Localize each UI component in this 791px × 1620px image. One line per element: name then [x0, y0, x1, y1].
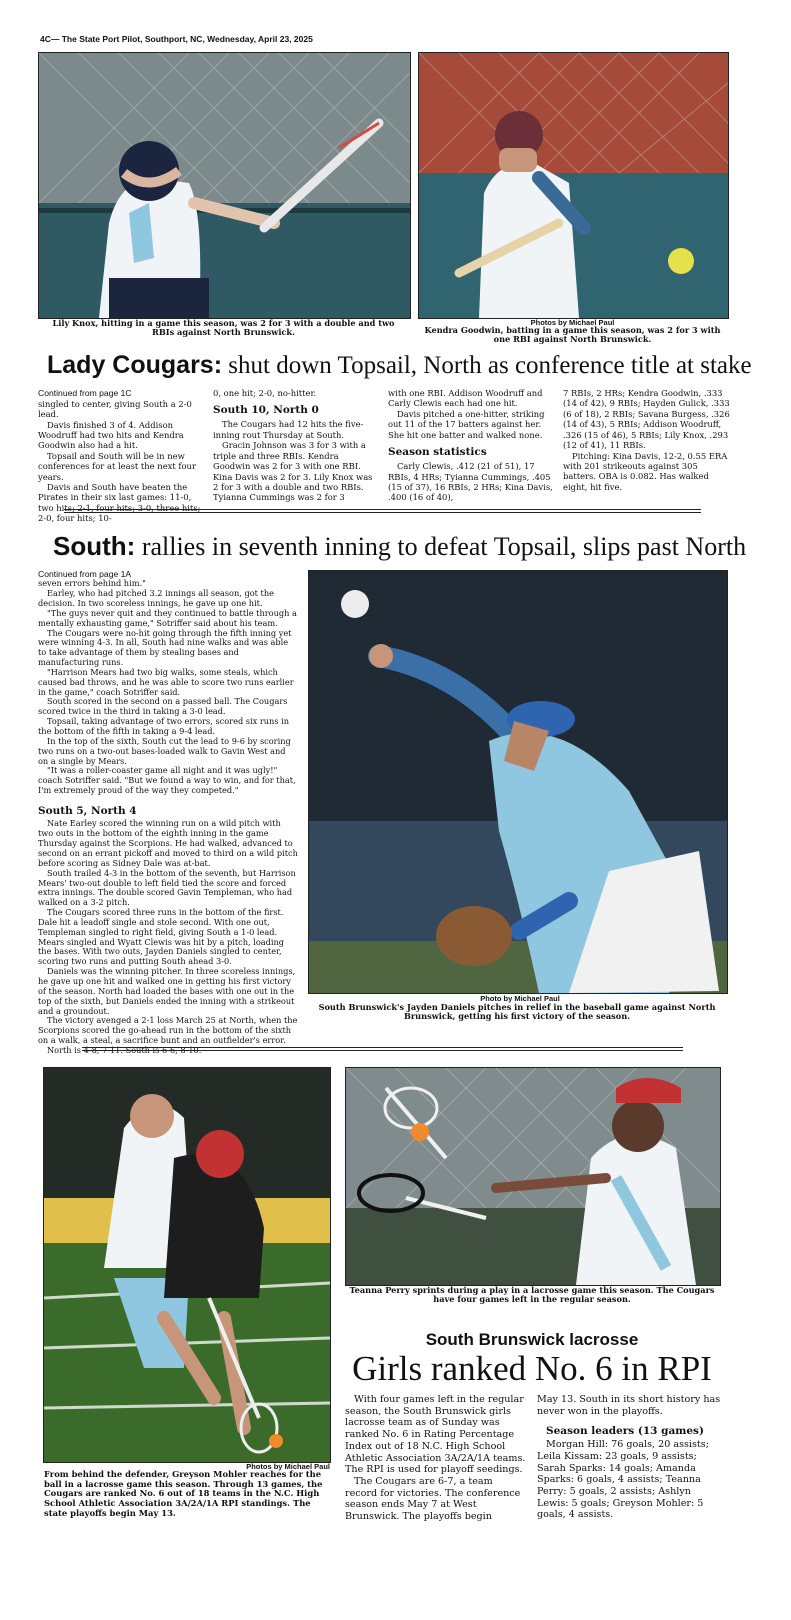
- paragraph: The Cougars had 12 hits the five-inning rout Thursday at South.: [213, 419, 364, 440]
- photo-caption-kendra-goodwin: Kendra Goodwin, batting in a game this season, was 2 for 3 with one RBI against North Brunswick.: [424, 325, 721, 345]
- section-divider: [82, 1047, 683, 1051]
- paragraph: Davis pitched a one-hitter, striking out 11 of the 17 batters against her. She hit one batter and walked none.: [388, 408, 545, 440]
- headline-kicker: Lady Cougars:: [47, 351, 223, 379]
- story1-col3: [388, 388, 553, 508]
- photo-caption-greyson-mohler: From behind the defender, Greyson Mohler reaches for the ball in a lacrosse game this season. Through 13 games, the Cougars are ranked No. 6 out of 18 teams in the N.C. High School Athletic Association 3A/2A/1A RPI standings. The state playoffs begin May 13.: [44, 1469, 323, 1518]
- story2-text: [38, 569, 298, 1055]
- photo-kendra-goodwin: [418, 52, 729, 319]
- lacrosse-col1: [345, 1394, 527, 1523]
- paragraph: The Cougars scored three runs in the bottom of the first. Dale hit a leadoff single and stole second. With one out, Templeman singled to right field, giving South a 1-0 lead. Mears singled and Wyatt Clewis was hit by a pitch, loading the bases. With two outs, Jayden Daniels singled to center, scoring two runs and putting South ahead 3-0.: [38, 907, 285, 967]
- paragraph: The Cougars are 6-7, a team record for victories. The conference season ends May 7 at West Brunswick. The playoffs begin: [345, 1475, 521, 1523]
- headline-lady-cougars: [47, 351, 752, 380]
- section-divider: [64, 509, 701, 513]
- photo-credit: Photos by Michael Paul: [246, 1462, 330, 1471]
- photo-caption-lily-knox: Lily Knox, hitting in a game this season, was 2 for 3 with a double and two RBIs against North Brunswick.: [52, 318, 395, 338]
- photo-jayden-daniels: [308, 570, 728, 994]
- paragraph: Morgan Hill: 76 goals, 20 assists; Leila Kissam: 23 goals, 9 assists; Sarah Sparks: 14 goals; Amanda Sparks: 6 goals, 4 assists; Teanna Perry: 5 goals, 2 assists; Ashlyn Lewis: 5 goals; Greyson Mohler: 5 goals, 4 assists.: [537, 1439, 709, 1521]
- paragraph: In the top of the sixth, South cut the lead to 9-6 by scoring two runs on a two-out bases-loaded walk to Gavin West and on a single by Mears.: [38, 735, 291, 766]
- photo-caption-teanna-perry: Teanna Perry sprints during a play in a lacrosse game this season. The Cougars have four games left in the regular season.: [349, 1285, 715, 1305]
- paragraph: May 13. South in its short history has never won in the playoffs.: [537, 1394, 721, 1417]
- paragraph: South scored in the second on a passed ball. The Cougars scored twice in the third in taking a 3-0 lead.: [38, 696, 288, 717]
- paragraph: seven errors behind him.": [38, 578, 146, 589]
- paragraph: Pitching: Kina Davis, 12-2, 0.55 ERA with 201 strikeouts against 305 batters. OBA is 0.082. Has walked eight, hit five.: [563, 450, 728, 492]
- story1-col2: [213, 388, 378, 508]
- story1-col4: [563, 388, 731, 508]
- photo-lily-knox: [38, 52, 411, 319]
- paragraph: North is 4-8, 7-11. South is 6-6, 8-10.: [47, 1044, 202, 1055]
- headline-south: [53, 531, 746, 562]
- paragraph: with one RBI. Addison Woodruff and Carly Clewis each had one hit.: [388, 388, 543, 409]
- subhead: Season leaders (13 games): [546, 1425, 704, 1438]
- paragraph: Carly Clewis, .412 (21 of 51), 17 RBIs, 4 HRs; Tyianna Cummings, .405 (15 of 37), 16 RBIs, 2 HRs; Kina Davis, .400 (16 of 40),: [388, 461, 553, 503]
- paragraph: South trailed 4-3 in the bottom of the seventh, but Harrison Mears' two-out double to left field tied the score and forced extra innings. The double scored Gavin Templeman, who had walked on a 3-2 pitch.: [38, 867, 296, 908]
- photo-greyson-mohler: [43, 1067, 331, 1463]
- paragraph: Earley, who had pitched 3.2 innings all season, got the decision. In two scoreless innings, he gave up one hit.: [38, 588, 274, 608]
- paragraph: 0, one hit; 2-0, no-hitter.: [213, 388, 317, 398]
- paragraph: With four games left in the regular season, the South Brunswick girls lacrosse team as of Sunday was ranked No. 6 in Rating Percentage Index out of 18 N.C. High School Athletic Association 3A/2A/1A teams. The RPI is used for playoff seedings.: [345, 1394, 526, 1476]
- photo-caption-jayden-daniels: South Brunswick's Jayden Daniels pitches in relief in the baseball game against North Brunswick, getting his first victory of the season.: [318, 1002, 716, 1022]
- paragraph: Daniels was the winning pitcher. In three scoreless innings, he gave up one hit and walked one in getting his first victory of the season. North had loaded the bases with one out in the top of the sixth, but Daniels ended the inning with a strikeout and a groundout.: [38, 966, 296, 1016]
- paragraph: Nate Earley scored the winning run on a wild pitch with two outs in the bottom of the eighth inning in the game Thursday against the Scorpions. He had walked, advanced to second on an errant pickoff and moved to third on a wild pitch before scoring as Sidney Dale was at-bat.: [38, 818, 298, 868]
- paragraph: "It was a roller-coaster game all night and it was ugly!" coach Sotriffer said. "But we found a way to win, and for that, I'm extremely proud of the way they competed.": [38, 765, 296, 796]
- photo-teanna-perry: [345, 1067, 721, 1286]
- lacrosse-col2: [537, 1394, 721, 1521]
- lacrosse-headline: Girls ranked No. 6 in RPI: [352, 1349, 712, 1388]
- paragraph: The Cougars were no-hit going through the fifth inning yet were winning 4-3. In all, South had nine walks and was able to take advantage of them by stealing bases and manufacturing runs.: [38, 627, 292, 668]
- story1-col1: [38, 388, 203, 524]
- headline-kicker: South:: [53, 531, 136, 561]
- headline-text: rallies in seventh inning to defeat Topsail, slips past North: [135, 532, 747, 561]
- paragraph: Topsail and South will be in new conferences for at least the next four years.: [38, 450, 196, 482]
- headline-text: shut down Topsail, North as conference title at stake: [222, 352, 752, 379]
- continued-line: Continued from page 1A: [38, 569, 132, 579]
- paragraph: "The guys never quit and they continued to battle through a mentally exhausting game," Sotriffer said about his team.: [38, 607, 297, 628]
- subhead: South 10, North 0: [213, 404, 319, 417]
- subhead: Season statistics: [388, 446, 487, 459]
- subhead: South 5, North 4: [38, 804, 137, 817]
- paragraph: Davis and South have beaten the Pirates in their six last games: 11-0, two hits; 2-1, four hits; 3-0, three hits; 2-0, four hits; 10-: [38, 482, 201, 524]
- paragraph: Gracin Johnson was 3 for 3 with a triple and three RBIs. Kendra Goodwin was 2 for 3 with one RBI. Kina Davis was 2 for 3. Lily Knox was 2 for 3 with a double and two RBIs. Tyianna Cummings was 2 for 3: [213, 440, 373, 503]
- lacrosse-kicker: South Brunswick lacrosse: [425, 1330, 639, 1349]
- paragraph: Topsail, taking advantage of two errors, scored six runs in the bottom of the fifth in taking a 9-4 lead.: [38, 716, 289, 736]
- paragraph: The victory avenged a 2-1 loss March 25 at North, when the Scorpions scored the go-ahead run in the bottom of the sixth on a walk, a steal, a sacrifice bunt and an outfielder's error.: [38, 1015, 298, 1046]
- photo-credit: Photo by Michael Paul: [480, 994, 560, 1003]
- paragraph: singled to center, giving South a 2-0 lead.: [38, 398, 192, 420]
- paragraph: 7 RBIs, 2 HRs; Kendra Goodwin, .333 (14 of 42), 9 RBIs; Hayden Gulick, .333 (6 of 18), 2 RBIs; Savana Burgess, .326 (14 of 43), 5 RBIs; Addison Woodruff, .326 (15 of 46), 5 RBIs; Lily Knox, .293 (12 of 41), 11 RBIs.: [563, 388, 730, 451]
- folio: 4C— The State Port Pilot, Southport, NC, Wednesday, April 23, 2025: [40, 34, 313, 44]
- paragraph: "Harrison Mears had two big walks, some steals, which caused bad throws, and he was able to score two runs earlier in the game," coach Sotriffer said.: [38, 666, 294, 697]
- photo-credit: Photos by Michael Paul: [530, 318, 615, 327]
- paragraph: Davis finished 3 of 4. Addison Woodruff had two hits and Kendra Goodwin also had a hit.: [38, 419, 184, 451]
- continued-line: Continued from page 1C: [38, 388, 132, 398]
